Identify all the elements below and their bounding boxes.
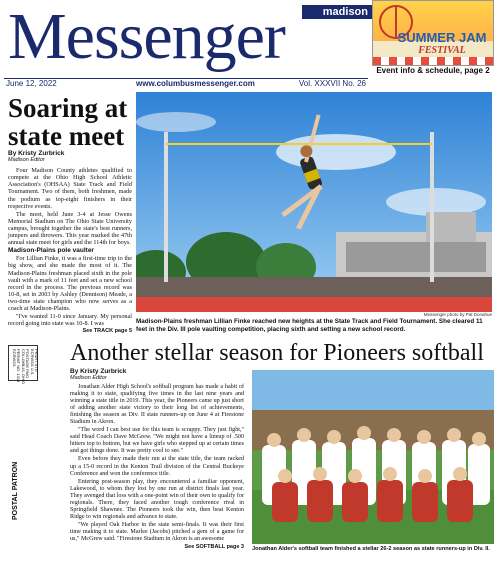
second-byline-role: Madison Editor <box>70 375 107 381</box>
lead-paragraph: "I've wanted 11-0 since January. My personal record going into state was 10-8. I was <box>8 313 132 328</box>
lead-headline[interactable]: Soaring at state meet <box>8 93 128 151</box>
second-headline[interactable]: Another stellar season for Pioneers softball <box>70 340 484 366</box>
second-paragraph: "The word I can best use for this team is scrappy. They just fight," said Head Coach Dave McGrew. "We might not have a lineup of .500 hitters top to bottom, but we have girls who stepped up at certain times and got things done. It was pretty cool to see." <box>70 427 244 455</box>
second-paragraph: Even before they made their run at the state title, the team racked up a 15-0 record in the Kenton Trail division of the Central Buckeye Conference and won the conference title. <box>70 456 244 477</box>
second-article <box>70 384 244 551</box>
pole-vault-illustration <box>136 92 492 312</box>
promo-title: SUMMER JAM <box>397 30 487 45</box>
pole-vault-photo <box>136 92 492 312</box>
tents-graphic <box>373 57 493 65</box>
second-paragraph: Entering post-season play, they encountered a familiar opponent, Lakewood, to whom they lost by one run at district finals last year. They avenged that loss with a one-point win of their own to qualify for regionals. There, they faced another tough conference rival in Springfield Shawnee. The Pioneers took the win, then beat Kenton Ridge to win regionals and advance to state. <box>70 478 244 520</box>
softball-team-photo <box>252 370 494 544</box>
promo-subtitle: FESTIVAL <box>418 45 466 56</box>
lead-paragraph: Four Madison County athletes qualified to compete at the Ohio High School Athletic Association's (OHSAA) State Track and Field Tournament. Two of them, both freshmen, made the podium as top-eight finishers in their respective events. <box>8 167 132 210</box>
lead-paragraph: The meet, held June 3-4 at Jesse Owens Memorial Stadium on The Ohio State University campus, brought together the state's best runners, jumpers and throwers. This year marked the 47th annual state meet for girls and the 114th for boys. <box>8 210 132 247</box>
lead-paragraph: For Lillian Finke, it was a first-time trip to the big show, and she made the most of it. The Madison-Plains freshman placed sixth in the pole vault with a mark of 11 feet and set a new school record in the process. The previous record was 10-8, set in 2003 by Ashley (Dennison) Meade, a two-time state champion who now serves as a coach at Madison-Plains. <box>8 255 132 312</box>
summer-jam-promo[interactable] <box>372 0 494 66</box>
issue-info-bar <box>4 78 368 88</box>
edition-tag: madison <box>302 5 372 19</box>
softball-team-illustration <box>252 370 494 544</box>
newspaper-title[interactable]: Messenger <box>8 0 285 73</box>
postage-indicia <box>8 345 39 385</box>
lead-subhead: Madison-Plains pole vaulter <box>8 247 94 255</box>
lead-article <box>8 150 132 335</box>
website-link[interactable]: www.columbusmessenger.com <box>136 79 255 88</box>
lead-photo-caption: Madison-Plains freshman Lillian Finke reached new heights at the State Track and Field Tournament. She cleared 11 feet in the Div. III pole vaulting competition, placing sixth and setting a new school record. <box>136 318 483 333</box>
promo-event-info[interactable]: Event info & schedule, page 2 <box>376 66 490 75</box>
photo-credit: Messenger photo by Pat Donahue <box>423 312 492 317</box>
issue-date: June 12, 2022 <box>6 79 57 88</box>
postage-text: PRSRT STD ECRWSS U.S. POSTAGE PAID COLUMBUS, OHIO PERMIT NO. 1314 ECRWSS <box>11 349 39 385</box>
second-paragraph: Jonathan Alder High School's softball program has made a habit of making it to state, qualifying five times in the last nine years and winning a state title in 2019. This year, the Pioneers came up just short of adding another state victory to their long list of achievements, finishing the season as Div. II state runners-up on June 4 at Firestone Stadium in Akron. <box>70 384 244 426</box>
second-paragraph: "We played Oak Harbor in the state semi-finals. It was their first time making it to state. Marlee (Jacobs) pitched a gem of a game for us," McGrew said. "Firestone Stadium in Akron is an awesome <box>70 521 244 542</box>
second-byline-block <box>70 368 240 384</box>
team-photo-caption: Jonathan Alder's softball team finished a stellar 26-2 season as state runners-up in Div. II. <box>252 546 490 552</box>
issue-volume: Vol. XXXVII No. 26 <box>298 79 366 88</box>
postal-patron-label: POSTAL PATRON <box>12 461 19 520</box>
second-jump-link[interactable]: See SOFTBALL page 3 <box>184 544 244 551</box>
second-byline: By Kristy Zurbrick <box>70 368 127 375</box>
lead-byline-role: Madison Editor <box>8 157 45 164</box>
lead-jump-link[interactable]: See TRACK page 5 <box>82 328 132 335</box>
lead-byline: By Kristy Zurbrick <box>8 150 65 157</box>
